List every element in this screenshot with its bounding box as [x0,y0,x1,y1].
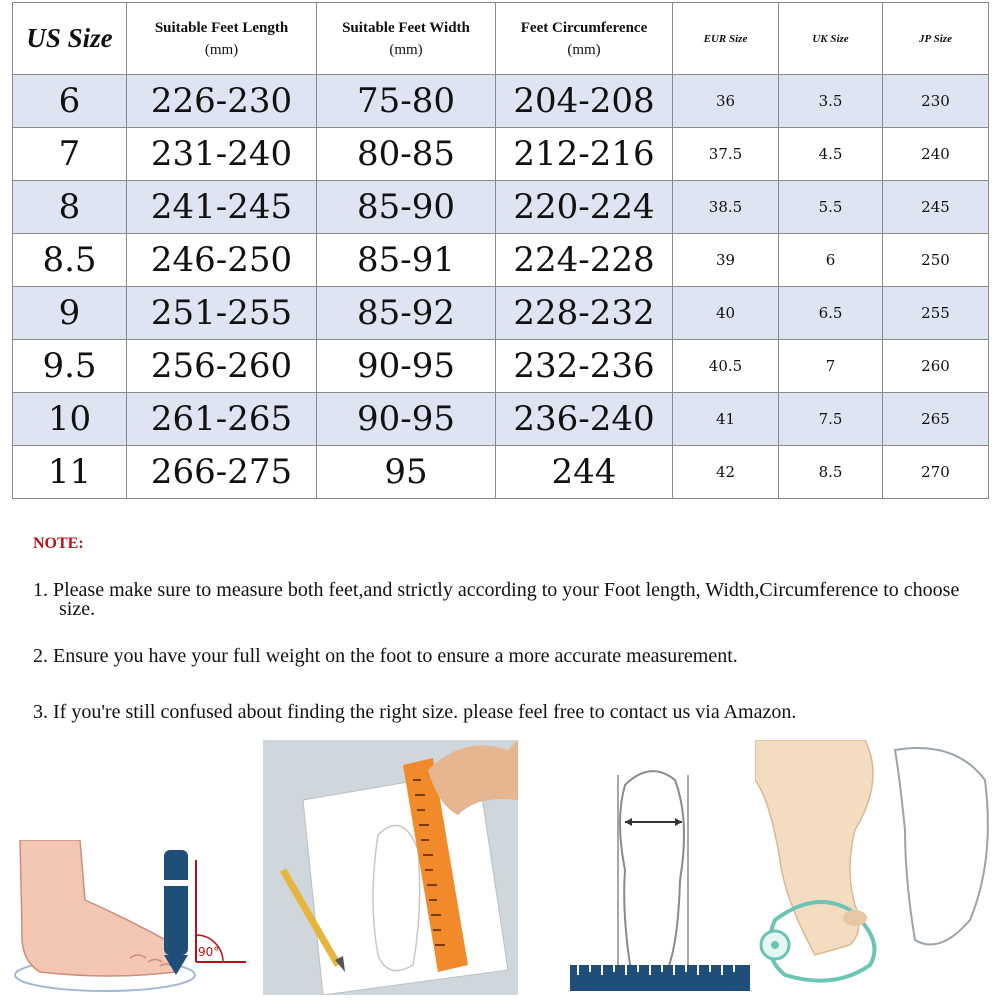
note-item: 1. Please make sure to measure both feet,and strictly according to your Foot length, Width,Circumference to choose size. [33,579,960,620]
cell-uk-size: 4.5 [779,128,883,181]
cell-us-size: 8 [13,181,127,234]
cell-uk-size: 7 [779,340,883,393]
cell-feet-width: 90-95 [317,340,496,393]
cell-feet-circumference: 212-216 [496,128,673,181]
cell-feet-length: 266-275 [127,446,317,499]
note-title: NOTE: [33,535,84,552]
table-row [13,181,989,234]
cell-feet-circumference: 224-228 [496,234,673,287]
header-jp-size: JP Size [883,3,989,75]
cell-feet-length: 256-260 [127,340,317,393]
cell-eur-size: 42 [673,446,779,499]
cell-feet-width: 95 [317,446,496,499]
header-row [13,3,989,75]
cell-eur-size: 38.5 [673,181,779,234]
table-row [13,287,989,340]
header-feet-width-label: Suitable Feet Width [342,19,470,36]
cell-jp-size: 270 [883,446,989,499]
cell-us-size: 9 [13,287,127,340]
cell-feet-circumference: 244 [496,446,673,499]
table-row [13,234,989,287]
cell-feet-length: 251-255 [127,287,317,340]
header-feet-length [127,3,317,75]
size-chart-table [12,2,989,499]
note-item: 3. If you're still confused about finding the right size. please feel free to contact us via Amazon. [33,701,797,723]
header-feet-width [317,3,496,75]
cell-us-size: 10 [13,393,127,446]
cell-feet-length: 261-265 [127,393,317,446]
cell-feet-length: 231-240 [127,128,317,181]
cell-eur-size: 37.5 [673,128,779,181]
cell-feet-width: 85-92 [317,287,496,340]
cell-us-size: 8.5 [13,234,127,287]
cell-jp-size: 240 [883,128,989,181]
cell-uk-size: 6 [779,234,883,287]
cell-eur-size: 36 [673,75,779,128]
size-rows [13,75,989,499]
note-item: 2. Ensure you have your full weight on the foot to ensure a more accurate measurement. [33,645,738,667]
cell-eur-size: 41 [673,393,779,446]
cell-feet-width: 75-80 [317,75,496,128]
header-uk-size: UK Size [779,3,883,75]
table-row [13,446,989,499]
cell-feet-circumference: 220-224 [496,181,673,234]
cell-feet-width: 85-90 [317,181,496,234]
cell-uk-size: 8.5 [779,446,883,499]
cell-feet-length: 226-230 [127,75,317,128]
foot-pencil-icon [10,840,250,995]
cell-us-size: 11 [13,446,127,499]
cell-jp-size: 260 [883,340,989,393]
cell-uk-size: 3.5 [779,75,883,128]
tape-measure-foot-icon [755,740,995,995]
cell-jp-size: 255 [883,287,989,340]
cell-feet-circumference: 232-236 [496,340,673,393]
cell-jp-size: 230 [883,75,989,128]
cell-feet-width: 80-85 [317,128,496,181]
header-feet-length-label: Suitable Feet Length [154,19,289,36]
ruler-tracing-icon [263,740,518,995]
cell-jp-size: 245 [883,181,989,234]
cell-feet-circumference: 204-208 [496,75,673,128]
cell-uk-size: 6.5 [779,287,883,340]
cell-eur-size: 40.5 [673,340,779,393]
cell-us-size: 9.5 [13,340,127,393]
cell-feet-width: 85-91 [317,234,496,287]
cell-uk-size: 7.5 [779,393,883,446]
cell-jp-size: 250 [883,234,989,287]
cell-feet-length: 241-245 [127,181,317,234]
cell-feet-circumference: 236-240 [496,393,673,446]
table-row [13,75,989,128]
cell-us-size: 7 [13,128,127,181]
cell-uk-size: 5.5 [779,181,883,234]
cell-eur-size: 40 [673,287,779,340]
cell-us-size: 6 [13,75,127,128]
cell-feet-length: 246-250 [127,234,317,287]
foot-outline-icon [570,750,755,995]
table-row [13,393,989,446]
cell-feet-width: 90-95 [317,393,496,446]
table-row [13,340,989,393]
angle-label: 90° [198,945,220,959]
header-eur-size: EUR Size [673,3,779,75]
cell-feet-circumference: 228-232 [496,287,673,340]
header-feet-circumference-label: Feet Circumference [520,19,648,36]
cell-eur-size: 39 [673,234,779,287]
table-row [13,128,989,181]
header-feet-circumference-unit: (mm) [567,41,601,58]
header-feet-width-unit: (mm) [389,41,423,58]
header-feet-length-unit: (mm) [204,41,239,58]
header-feet-circumference [496,3,673,75]
header-us-size: US Size [13,3,127,75]
cell-jp-size: 265 [883,393,989,446]
